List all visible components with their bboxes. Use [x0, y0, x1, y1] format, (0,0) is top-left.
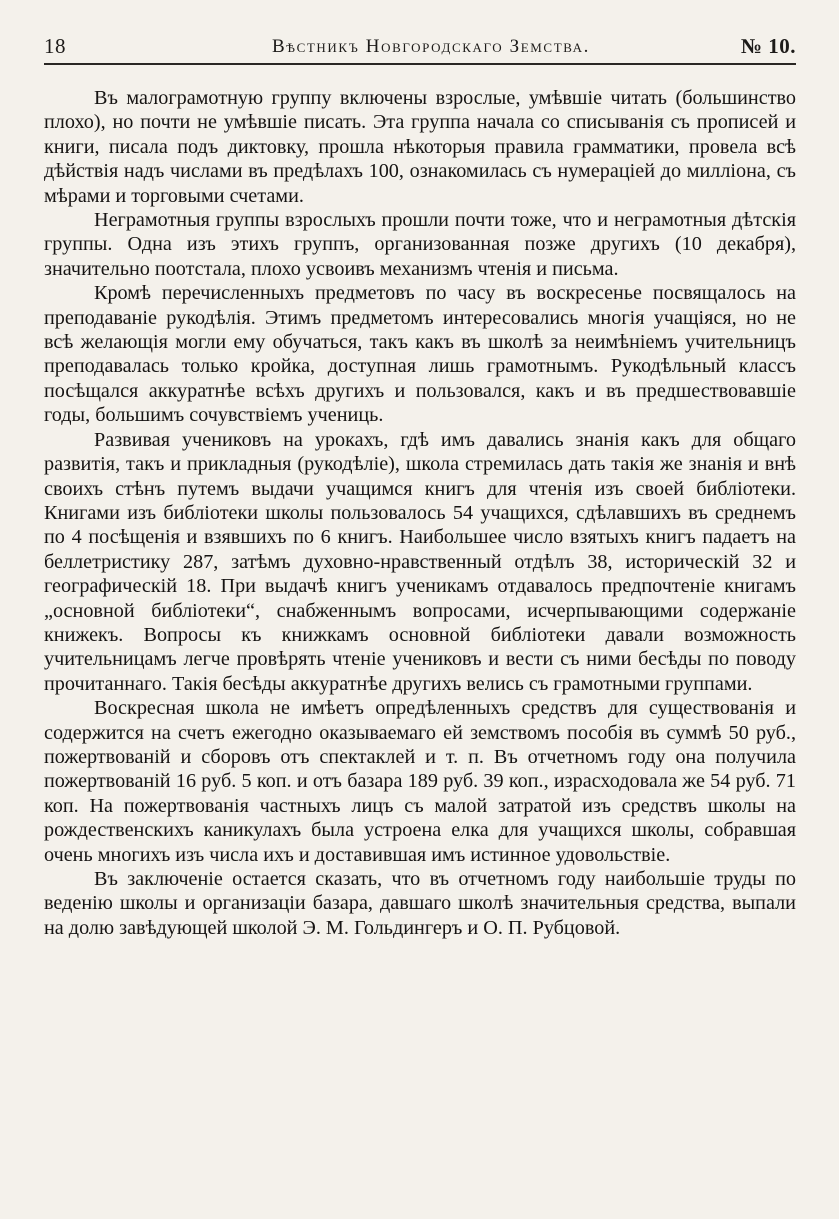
page-header — [44, 34, 796, 64]
paragraph: Развивая учениковъ на урокахъ, гдѣ имъ давались знанія какъ для общаго развитія, такъ и прикладныя (рукодѣліе), школа стремилась дать такія же знанія и внѣ своихъ стѣнъ путемъ выдачи учащимся книгъ для чтенія изъ своей библіотеки. Книгами изъ библіотеки школы пользовалось 54 учащихся, сдѣлавшихъ въ среднемъ по 4 посѣщенія и взявшихъ по 6 книгъ. Наибольшее число взятыхъ книгъ падаетъ на беллетристику 287, затѣмъ духовно-нравственный отдѣлъ 38, историческій 32 и географическій 18. При выдачѣ книгъ ученикамъ отдавалось предпочтеніе книгамъ „основной библіотеки“, снабженнымъ вопросами, исчерпывающими содержаніе книжекъ. Вопросы къ книжкамъ основной библіотеки давали возможность учительницамъ легче провѣрять чтеніе учениковъ и вести съ ними бесѣды по поводу прочитаннаго. Такія бесѣды аккуратнѣе другихъ велись съ грамотными группами. — [44, 428, 796, 695]
issue-number: № 10. — [740, 34, 796, 58]
paragraph: Въ малограмотную группу включены взрослые, умѣвшіе читать (большинство плохо), но почти не умѣвшіе писать. Эта группа начала со списыванія съ прописей и книги, писала подъ диктовку, прошла нѣкоторыя правила грамматики, провела всѣ дѣйствія надъ числами въ предѣлахъ 100, ознакомилась съ нумераціей до милліона, съ мѣрами и торговыми счетами. — [44, 87, 796, 207]
paragraph: Кромѣ перечисленныхъ предметовъ по часу въ воскресенье посвящалось на преподаваніе рукодѣлія. Этимъ предметомъ интересовались многія учащіяся, но не всѣ желающія могли ему обучаться, такъ какъ въ школѣ за неимѣніемъ учительницъ преподавалась только кройка, доступная лишь грамотнымъ. Рукодѣльный классъ посѣщался аккуратнѣе всѣхъ другихъ и пользовался, какъ и въ предшествовавшіе годы, большимъ сочувствіемъ учениць. — [44, 282, 796, 427]
running-title: Вѣстникъ Новгородскаго Земства. — [272, 36, 591, 57]
paragraph: Воскресная школа не имѣетъ опредѣленныхъ средствъ для существованія и содержится на счетъ ежегодно оказываемаго ей земствомъ пособія въ суммѣ 50 руб., пожертвованій и сборовъ отъ спектаклей и т. п. Въ отчетномъ году она получила пожертвованій 16 руб. 5 коп. и отъ базара 189 руб. 39 коп., израсходовала же 54 руб. 71 коп. На пожертвованія частныхъ лицъ съ малой затратой изъ средствъ школы на рождественскихъ каникулахъ была устроена елка для учащихся школы, собравшая очень многихъ изъ числа ихъ и доставившая имъ истинное удовольствіе. — [44, 697, 796, 866]
page-number: 18 — [44, 34, 66, 58]
article-body — [44, 86, 796, 940]
paragraph: Въ заключеніе остается сказать, что въ отчетномъ году наибольшіе труды по веденію школы и организаціи базара, давшаго школѣ значительныя средства, выпали на долю завѣдующей школой Э. М. Гольдингеръ и О. П. Рубцовой. — [44, 868, 796, 939]
header-rule — [44, 63, 796, 65]
paragraph: Неграмотныя группы взрослыхъ прошли почти тоже, что и неграмотныя дѣтскія группы. Одна изъ этихъ группъ, организованная позже другихъ (10 декабря), значительно поотстала, плохо усвоивъ механизмъ чтенія и письма. — [44, 209, 796, 280]
